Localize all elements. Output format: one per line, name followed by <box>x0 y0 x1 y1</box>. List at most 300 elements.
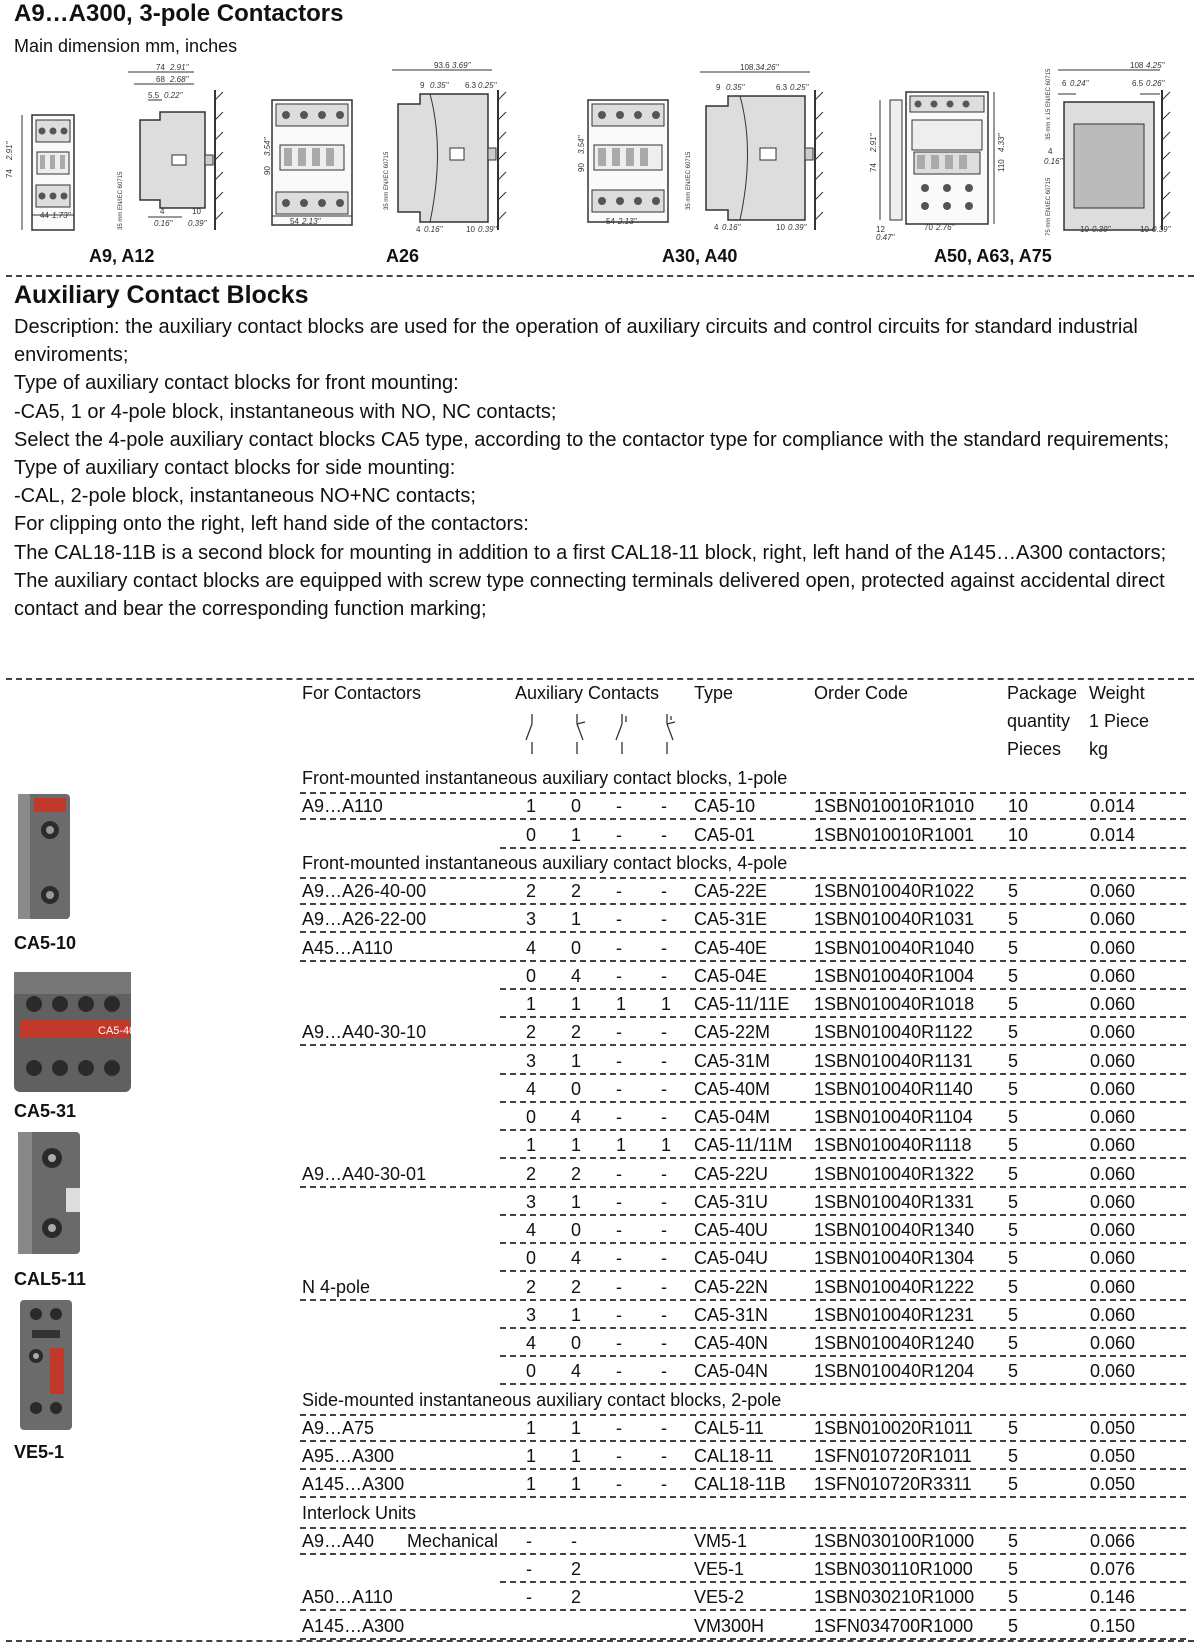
a50-front-drawing <box>880 92 994 224</box>
table-row <box>300 1244 1186 1272</box>
description-paragraph: For clipping onto the right, left hand side of the contactors: <box>14 513 529 536</box>
cell-c1: 4 <box>526 938 537 958</box>
cell-c1: 1 <box>526 1135 537 1155</box>
cell-type: CA5-31M <box>694 1051 771 1071</box>
cell-c1: - <box>526 1531 532 1551</box>
drawing-label-a30: A30, A40 <box>662 246 738 266</box>
svg-text:68: 68 <box>156 75 165 84</box>
cell-wt: 0.060 <box>1090 1107 1136 1127</box>
cell-code: 1SFN034700R1000 <box>814 1616 974 1636</box>
cell-c1: 0 <box>526 825 537 845</box>
row-divider <box>500 1383 1186 1385</box>
cell-code: 1SBN010010R1001 <box>814 825 975 845</box>
cell-c2: 2 <box>571 1559 582 1579</box>
cell-c3: - <box>616 1277 622 1297</box>
svg-text:108: 108 <box>1130 61 1144 70</box>
cell-c1: 0 <box>526 1107 537 1127</box>
cell-for2: Mechanical <box>407 1531 499 1551</box>
svg-text:0.16": 0.16" <box>154 219 173 228</box>
cell-c2: 2 <box>571 1022 582 1042</box>
cell-wt: 0.060 <box>1090 881 1136 901</box>
table-section-heading <box>300 849 1186 879</box>
cell-type: CA5-22U <box>694 1164 769 1184</box>
cell-qty: 5 <box>1008 1107 1019 1127</box>
product-label: CA5-10 <box>14 933 77 953</box>
cell-code: 1SBN010040R1131 <box>814 1051 973 1071</box>
ve5-1-product-image <box>10 1296 90 1436</box>
cell-type: VM300H <box>694 1616 765 1636</box>
table-row <box>300 990 1186 1018</box>
svg-text:0.22": 0.22" <box>164 91 183 100</box>
cell-code: 1SBN010020R1011 <box>814 1418 973 1438</box>
row-divider <box>300 931 1186 933</box>
cell-c3: - <box>616 1079 622 1099</box>
svg-text:35 mm x 15 EN/IEC 60715: 35 mm x 15 EN/IEC 60715 <box>1046 68 1052 140</box>
cell-type: CA5-04U <box>694 1248 769 1268</box>
table-row <box>300 905 1186 933</box>
cell-code: 1SBN010040R1340 <box>814 1220 975 1240</box>
cell-c4: - <box>661 1248 667 1268</box>
header-for-contactors: For Contactors <box>302 683 422 703</box>
page-subtitle: Main dimension mm, inches <box>14 36 238 56</box>
header-type: Type <box>694 683 734 703</box>
cell-c3: - <box>616 1164 622 1184</box>
svg-text:70: 70 <box>924 223 933 232</box>
cell-qty: 5 <box>1008 1587 1019 1607</box>
cell-code: 1SBN030210R1000 <box>814 1587 975 1607</box>
svg-text:3.54": 3.54" <box>577 135 586 154</box>
cell-code: 1SBN030100R1000 <box>814 1531 975 1551</box>
cell-type: CA5-22M <box>694 1022 771 1042</box>
cell-c3: - <box>616 1107 622 1127</box>
cell-c1: 4 <box>526 1220 537 1240</box>
cell-for: A9…A26-40-00 <box>302 881 427 901</box>
cell-wt: 0.060 <box>1090 1192 1136 1212</box>
svg-text:4.26": 4.26" <box>760 63 779 72</box>
table-row <box>300 1527 1186 1555</box>
svg-text:54: 54 <box>290 217 299 226</box>
cell-type: CAL5-11 <box>694 1418 764 1438</box>
cell-wt: 0.060 <box>1090 966 1136 986</box>
cell-code: 1SBN010040R1004 <box>814 966 975 986</box>
drawing-label-a9: A9, A12 <box>89 246 155 266</box>
cell-c4: - <box>661 1107 667 1127</box>
table-row <box>300 1414 1186 1442</box>
svg-text:75 mm EN/IEC 60715: 75 mm EN/IEC 60715 <box>1046 177 1052 236</box>
cell-c1: 3 <box>526 1192 537 1212</box>
cell-code: 1SBN030110R1000 <box>814 1559 973 1579</box>
svg-text:90: 90 <box>263 166 272 175</box>
cell-qty: 5 <box>1008 938 1019 958</box>
table-section-heading <box>300 764 1186 794</box>
cell-c3: - <box>616 938 622 958</box>
svg-text:0.24": 0.24" <box>1070 79 1089 88</box>
svg-text:0.26": 0.26" <box>1146 79 1165 88</box>
ca5-31-product-image <box>10 968 143 1096</box>
cell-wt: 0.050 <box>1090 1474 1136 1494</box>
table-section-heading <box>300 1386 1186 1416</box>
svg-text:74: 74 <box>869 163 878 172</box>
cell-code: 1SBN010040R1031 <box>814 909 975 929</box>
a26-side-drawing <box>392 70 506 230</box>
cell-c2: 1 <box>571 1305 582 1325</box>
product-label: VE5-1 <box>14 1442 65 1462</box>
cell-qty: 5 <box>1008 1474 1019 1494</box>
cell-wt: 0.014 <box>1090 825 1136 845</box>
section-label: Side-mounted instantaneous auxiliary contact blocks, 2-pole <box>302 1390 782 1410</box>
cell-qty: 5 <box>1008 1022 1019 1042</box>
svg-text:6.5: 6.5 <box>1132 79 1144 88</box>
svg-text:4: 4 <box>416 225 421 234</box>
svg-text:35 mm EN/IEC 60715: 35 mm EN/IEC 60715 <box>686 151 692 210</box>
cell-c4: - <box>661 938 667 958</box>
cell-type: CA5-22N <box>694 1277 769 1297</box>
svg-text:0.35": 0.35" <box>726 83 745 92</box>
row-divider <box>300 818 1186 820</box>
svg-text:44: 44 <box>40 211 49 220</box>
cell-type: VE5-1 <box>694 1559 745 1579</box>
description <box>14 313 1184 623</box>
cell-c3: - <box>616 1192 622 1212</box>
cell-c4: - <box>661 909 667 929</box>
cell-c2: 1 <box>571 909 582 929</box>
cell-code: 1SBN010040R1331 <box>814 1192 975 1212</box>
cell-c4: - <box>661 1220 667 1240</box>
cell-code: 1SBN010040R1118 <box>814 1135 972 1155</box>
cell-c3: - <box>616 881 622 901</box>
svg-text:4: 4 <box>714 223 719 232</box>
cell-qty: 5 <box>1008 1277 1019 1297</box>
svg-text:2.76": 2.76" <box>936 223 955 232</box>
ca5-10-product-image <box>10 790 80 925</box>
cell-wt: 0.050 <box>1090 1446 1136 1466</box>
cell-c1: 0 <box>526 1361 537 1381</box>
svg-text:4.33": 4.33" <box>997 133 1006 152</box>
cell-c2: 1 <box>571 1135 582 1155</box>
cell-c1: 3 <box>526 1051 537 1071</box>
cell-c1: - <box>526 1587 532 1607</box>
row-divider <box>300 1609 1186 1611</box>
cell-type: CAL18-11B <box>694 1474 786 1494</box>
cell-c4: - <box>661 1418 667 1438</box>
svg-text:110: 110 <box>997 159 1006 172</box>
cell-code: 1SFN010720R1011 <box>814 1446 972 1466</box>
svg-text:0.39": 0.39" <box>788 223 807 232</box>
drawing-label-a50: A50, A63, A75 <box>934 246 1052 266</box>
cell-c4: - <box>661 796 667 816</box>
cell-c2: 2 <box>571 1277 582 1297</box>
svg-text:9: 9 <box>420 81 425 90</box>
row-divider <box>500 1270 1186 1272</box>
cell-for: A45…A110 <box>302 938 393 958</box>
svg-text:2.91": 2.91" <box>170 63 189 72</box>
cell-qty: 5 <box>1008 1333 1019 1353</box>
svg-text:0.39": 0.39" <box>1092 225 1111 234</box>
svg-text:2.91": 2.91" <box>869 133 878 152</box>
cell-wt: 0.060 <box>1090 1277 1136 1297</box>
cell-qty: 5 <box>1008 1559 1019 1579</box>
cell-c1: 0 <box>526 966 537 986</box>
cell-c1: 1 <box>526 1474 537 1494</box>
cell-c1: 3 <box>526 1305 537 1325</box>
cell-for: A9…A40-30-10 <box>302 1022 427 1042</box>
cell-code: 1SBN010040R1018 <box>814 994 975 1014</box>
cell-wt: 0.060 <box>1090 1333 1136 1353</box>
cell-c2: 1 <box>571 1474 582 1494</box>
cell-wt: 0.060 <box>1090 1022 1136 1042</box>
cell-type: CA5-40N <box>694 1333 769 1353</box>
cell-qty: 5 <box>1008 1079 1019 1099</box>
cell-c4: - <box>661 1079 667 1099</box>
cell-c2: 1 <box>571 994 582 1014</box>
cell-for: A9…A40 <box>302 1531 375 1551</box>
svg-text:10: 10 <box>1080 225 1089 234</box>
cell-wt: 0.060 <box>1090 1361 1136 1381</box>
cell-c3: - <box>616 1474 622 1494</box>
cell-for: A9…A40-30-01 <box>302 1164 427 1184</box>
svg-text:2.68": 2.68" <box>170 75 189 84</box>
svg-text:12: 12 <box>876 225 885 234</box>
cell-c3: 1 <box>616 994 627 1014</box>
table-row <box>300 1470 1186 1498</box>
cell-c3: - <box>616 1361 622 1381</box>
cell-qty: 5 <box>1008 966 1019 986</box>
table-row <box>300 1216 1186 1244</box>
cell-c2: 4 <box>571 1361 582 1381</box>
svg-text:93.6: 93.6 <box>434 61 450 70</box>
svg-text:2.13": 2.13" <box>302 217 321 226</box>
cell-c1: 3 <box>526 909 537 929</box>
cell-for: A95…A300 <box>302 1446 395 1466</box>
cell-c2: 2 <box>571 1164 582 1184</box>
svg-text:9: 9 <box>716 83 721 92</box>
cell-c2: 2 <box>571 1587 582 1607</box>
cell-c3: - <box>616 1022 622 1042</box>
cell-c1: 1 <box>526 796 537 816</box>
cell-c3: - <box>616 966 622 986</box>
svg-text:CA5-40E: CA5-40E <box>98 1025 143 1037</box>
cell-c1: 1 <box>526 1446 537 1466</box>
cell-wt: 0.146 <box>1090 1587 1136 1607</box>
divider <box>6 678 1194 680</box>
header-order-code: Order Code <box>814 683 909 703</box>
svg-text:4.25": 4.25" <box>1146 61 1165 70</box>
cell-c4: - <box>661 825 667 845</box>
cell-wt: 0.060 <box>1090 1135 1136 1155</box>
cell-code: 1SBN010040R1122 <box>814 1022 973 1042</box>
cell-c3: - <box>616 1446 622 1466</box>
cell-c1: 2 <box>526 1022 537 1042</box>
cell-type: CA5-40E <box>694 938 768 958</box>
cell-code: 1SFN010720R3311 <box>814 1474 972 1494</box>
product-label: CA5-31 <box>14 1101 77 1121</box>
cell-c2: 0 <box>571 1079 582 1099</box>
cell-wt: 0.060 <box>1090 1305 1136 1325</box>
cell-c4: - <box>661 1361 667 1381</box>
cell-code: 1SBN010040R1204 <box>814 1361 975 1381</box>
cell-qty: 5 <box>1008 1164 1019 1184</box>
cell-wt: 0.060 <box>1090 1051 1136 1071</box>
cell-c3: - <box>616 1220 622 1240</box>
cell-type: CA5-31N <box>694 1305 769 1325</box>
table-row <box>300 1160 1186 1188</box>
cell-type: CA5-10 <box>694 796 756 816</box>
description-paragraph: Description: the auxiliary contact blocks are used for the operation of auxiliary circuits and control circuits for standard industrial enviroments; <box>14 316 1138 367</box>
table-row <box>300 1301 1186 1329</box>
cell-c1: 2 <box>526 1277 537 1297</box>
cell-c4: - <box>661 1192 667 1212</box>
table-row <box>300 792 1186 820</box>
contact-symbols-icon <box>510 710 680 760</box>
table-row <box>300 821 1186 849</box>
cell-c1: 2 <box>526 881 537 901</box>
cell-qty: 5 <box>1008 1361 1019 1381</box>
cell-type: CA5-31U <box>694 1192 769 1212</box>
cell-c4: - <box>661 1164 667 1184</box>
drawing-label-a26: A26 <box>386 246 420 266</box>
cell-qty: 5 <box>1008 1192 1019 1212</box>
cell-c1: 1 <box>526 994 537 1014</box>
header-aux-contacts: Auxiliary Contacts <box>515 683 660 703</box>
cell-c2: 0 <box>571 796 582 816</box>
cell-code: 1SBN010040R1322 <box>814 1164 975 1184</box>
cell-code: 1SBN010040R1240 <box>814 1333 975 1353</box>
cell-type: CA5-04N <box>694 1361 769 1381</box>
cell-c2: 1 <box>571 1418 582 1438</box>
a50-side-drawing <box>1058 70 1170 230</box>
cell-qty: 5 <box>1008 1051 1019 1071</box>
svg-text:2.13": 2.13" <box>618 217 637 226</box>
cell-type: CA5-01 <box>694 825 756 845</box>
table-row <box>300 1075 1186 1103</box>
cell-c3: - <box>616 796 622 816</box>
product-label: CAL5-11 <box>14 1269 87 1289</box>
svg-text:0.39": 0.39" <box>188 219 207 228</box>
header-weight: Weight <box>1089 683 1145 703</box>
svg-text:0.25": 0.25" <box>478 81 497 90</box>
cell-wt: 0.060 <box>1090 938 1136 958</box>
cell-c2: 1 <box>571 825 582 845</box>
cell-code: 1SBN010040R1104 <box>814 1107 973 1127</box>
svg-text:10: 10 <box>1140 225 1149 234</box>
cell-c3: 1 <box>616 1135 627 1155</box>
cell-c4: - <box>661 1474 667 1494</box>
cell-c1: 4 <box>526 1079 537 1099</box>
cell-qty: 10 <box>1008 796 1029 816</box>
cell-qty: 10 <box>1008 825 1029 845</box>
svg-text:3.69": 3.69" <box>452 61 471 70</box>
svg-text:0.16": 0.16" <box>424 225 443 234</box>
cell-c4: - <box>661 966 667 986</box>
cell-wt: 0.060 <box>1090 1220 1136 1240</box>
svg-text:0.47": 0.47" <box>876 233 895 242</box>
cell-qty: 5 <box>1008 1305 1019 1325</box>
cell-qty: 5 <box>1008 1531 1019 1551</box>
cell-type: CA5-11/11E <box>694 994 790 1014</box>
cell-qty: 5 <box>1008 881 1019 901</box>
cell-c3: - <box>616 1333 622 1353</box>
cell-type: CA5-40M <box>694 1079 771 1099</box>
cell-for: A9…A110 <box>302 796 383 816</box>
cell-c2: - <box>571 1531 577 1551</box>
cell-c3: - <box>616 1305 622 1325</box>
cell-c2: 0 <box>571 1220 582 1240</box>
cell-c2: 1 <box>571 1446 582 1466</box>
table-section-heading <box>300 1499 1186 1529</box>
cell-type: CA5-11/11M <box>694 1135 793 1155</box>
cell-c1: - <box>526 1559 532 1579</box>
table-row <box>300 1612 1186 1640</box>
cell-c4: - <box>661 1446 667 1466</box>
cell-wt: 0.150 <box>1090 1616 1136 1636</box>
cell-wt: 0.060 <box>1090 994 1136 1014</box>
cell-wt: 0.060 <box>1090 1164 1136 1184</box>
header-package: Pieces <box>1007 739 1062 759</box>
cell-type: CA5-04M <box>694 1107 771 1127</box>
cell-c2: 0 <box>571 1333 582 1353</box>
table-row <box>300 1583 1186 1611</box>
cell-for: A145…A300 <box>302 1474 405 1494</box>
svg-text:74: 74 <box>156 63 165 72</box>
row-divider <box>300 1496 1186 1498</box>
section-title: Auxiliary Contact Blocks <box>14 281 309 309</box>
cell-code: 1SBN010040R1222 <box>814 1277 975 1297</box>
a30-side-drawing <box>700 72 823 230</box>
cell-wt: 0.014 <box>1090 796 1136 816</box>
table-row <box>300 934 1186 962</box>
cell-code: 1SBN010040R1304 <box>814 1248 975 1268</box>
section-label: Front-mounted instantaneous auxiliary contact blocks, 1-pole <box>302 768 788 788</box>
svg-text:35 mm EN/IEC 60715: 35 mm EN/IEC 60715 <box>118 171 124 230</box>
table-row <box>300 962 1186 990</box>
cell-c3: - <box>616 1248 622 1268</box>
cell-type: CAL18-11 <box>694 1446 774 1466</box>
svg-text:6: 6 <box>1062 79 1067 88</box>
svg-text:10: 10 <box>466 225 475 234</box>
cell-code: 1SBN010040R1140 <box>814 1079 973 1099</box>
cell-qty: 5 <box>1008 1248 1019 1268</box>
cell-c2: 4 <box>571 966 582 986</box>
cell-c2: 1 <box>571 1051 582 1071</box>
cell-c4: 1 <box>661 994 672 1014</box>
svg-text:0.39": 0.39" <box>1152 225 1171 234</box>
svg-text:1.73": 1.73" <box>52 211 71 220</box>
cell-code: 1SBN010040R1040 <box>814 938 975 958</box>
cell-code: 1SBN010040R1231 <box>814 1305 975 1325</box>
cell-for: N 4-pole <box>302 1277 371 1297</box>
row-divider <box>300 1044 1186 1046</box>
section-label: Front-mounted instantaneous auxiliary contact blocks, 4-pole <box>302 853 788 873</box>
cell-c3: - <box>616 825 622 845</box>
cell-c3: - <box>616 1051 622 1071</box>
svg-text:0.16": 0.16" <box>1044 157 1063 166</box>
cell-qty: 5 <box>1008 1220 1019 1240</box>
cell-type: CA5-04E <box>694 966 768 986</box>
cell-c2: 2 <box>571 881 582 901</box>
cell-qty: 5 <box>1008 1616 1019 1636</box>
table-row <box>300 1329 1186 1357</box>
cell-code: 1SBN010040R1022 <box>814 881 975 901</box>
description-paragraph: The auxiliary contact blocks are equipped with screw type connecting terminals delivered open, protected against accidental direct contact and bear the corresponding function marking; <box>14 569 1165 621</box>
cell-c4: - <box>661 881 667 901</box>
cell-c4: 1 <box>661 1135 672 1155</box>
cell-wt: 0.076 <box>1090 1559 1136 1579</box>
cell-c4: - <box>661 1022 667 1042</box>
cell-c2: 1 <box>571 1192 582 1212</box>
table-row <box>300 1357 1186 1385</box>
cell-c3: - <box>616 1418 622 1438</box>
divider <box>6 275 1194 277</box>
